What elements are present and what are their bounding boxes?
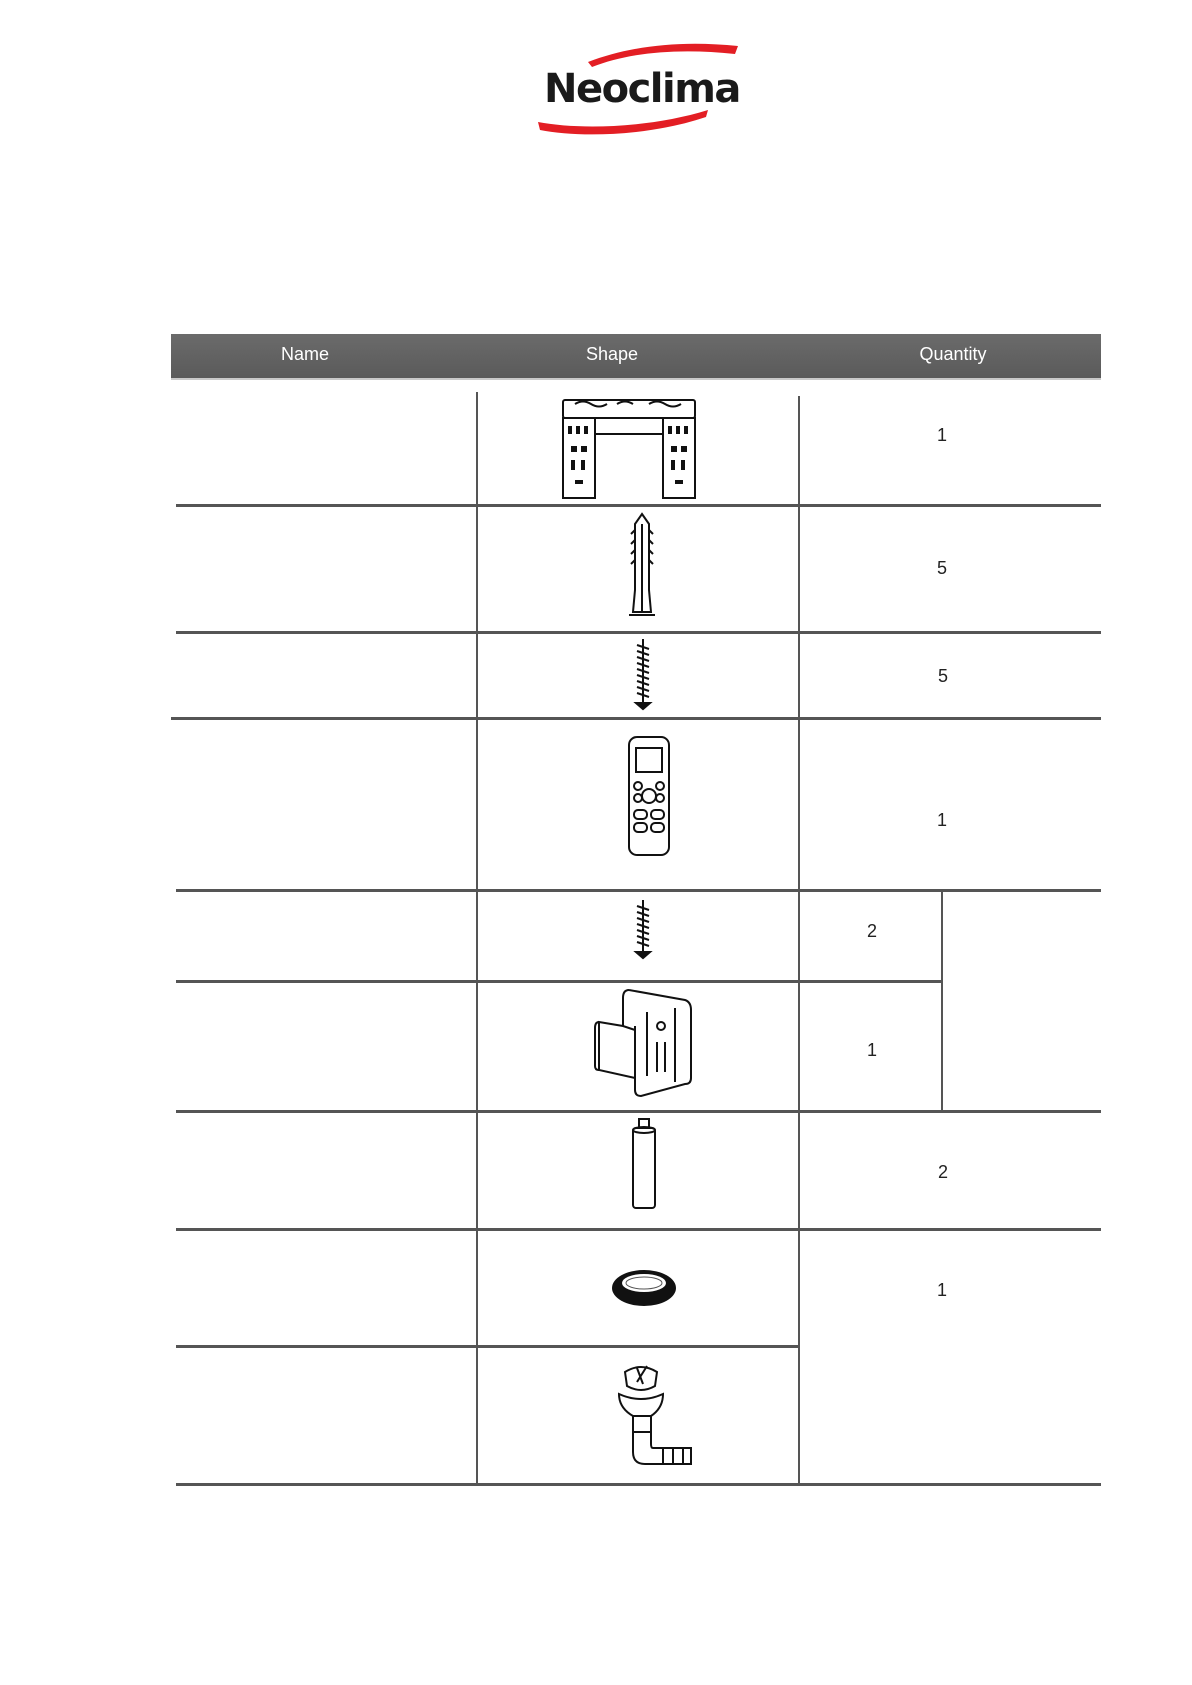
row-divider <box>171 717 1101 720</box>
divider-name-shape <box>476 392 478 1484</box>
quantity-cell: 1 <box>936 810 948 830</box>
remote-control-icon <box>626 734 672 858</box>
mounting-plate-icon <box>559 396 699 500</box>
quantity-cell: 2 <box>866 921 878 941</box>
accessories-table <box>171 334 1101 1486</box>
row-divider <box>176 1228 1101 1231</box>
row-divider <box>176 1483 1101 1486</box>
short-screw-icon <box>633 898 653 960</box>
long-screw-icon <box>633 637 653 711</box>
quantity-cell: 1 <box>936 425 948 445</box>
battery-icon <box>629 1116 659 1212</box>
quantity-cell: 1 <box>866 1040 878 1060</box>
seal-ring-icon <box>609 1266 679 1308</box>
quantity-cell: 5 <box>937 666 949 686</box>
row-divider <box>176 889 1101 892</box>
quantity-cell: 5 <box>936 558 948 578</box>
row-divider <box>176 504 1101 507</box>
header-quantity: Quantity <box>919 344 987 364</box>
row-divider <box>176 631 1101 634</box>
row-divider <box>176 980 943 983</box>
neoclima-logo <box>530 40 760 140</box>
quantity-cell: 1 <box>936 1280 948 1300</box>
divider-shape-quantity <box>798 396 800 1484</box>
header-shape: Shape <box>585 344 639 364</box>
quantity-cell: 2 <box>937 1162 949 1182</box>
drain-joint-icon <box>611 1360 695 1472</box>
row-divider <box>176 1110 1101 1113</box>
table-header <box>171 334 1101 380</box>
header-name: Name <box>280 344 330 364</box>
row-divider <box>176 1345 799 1348</box>
wall-anchor-icon <box>625 512 659 620</box>
remote-holder-icon <box>591 986 699 1100</box>
brand-name: Neoclima <box>544 66 740 112</box>
divider-quantity-sub <box>941 889 943 1112</box>
